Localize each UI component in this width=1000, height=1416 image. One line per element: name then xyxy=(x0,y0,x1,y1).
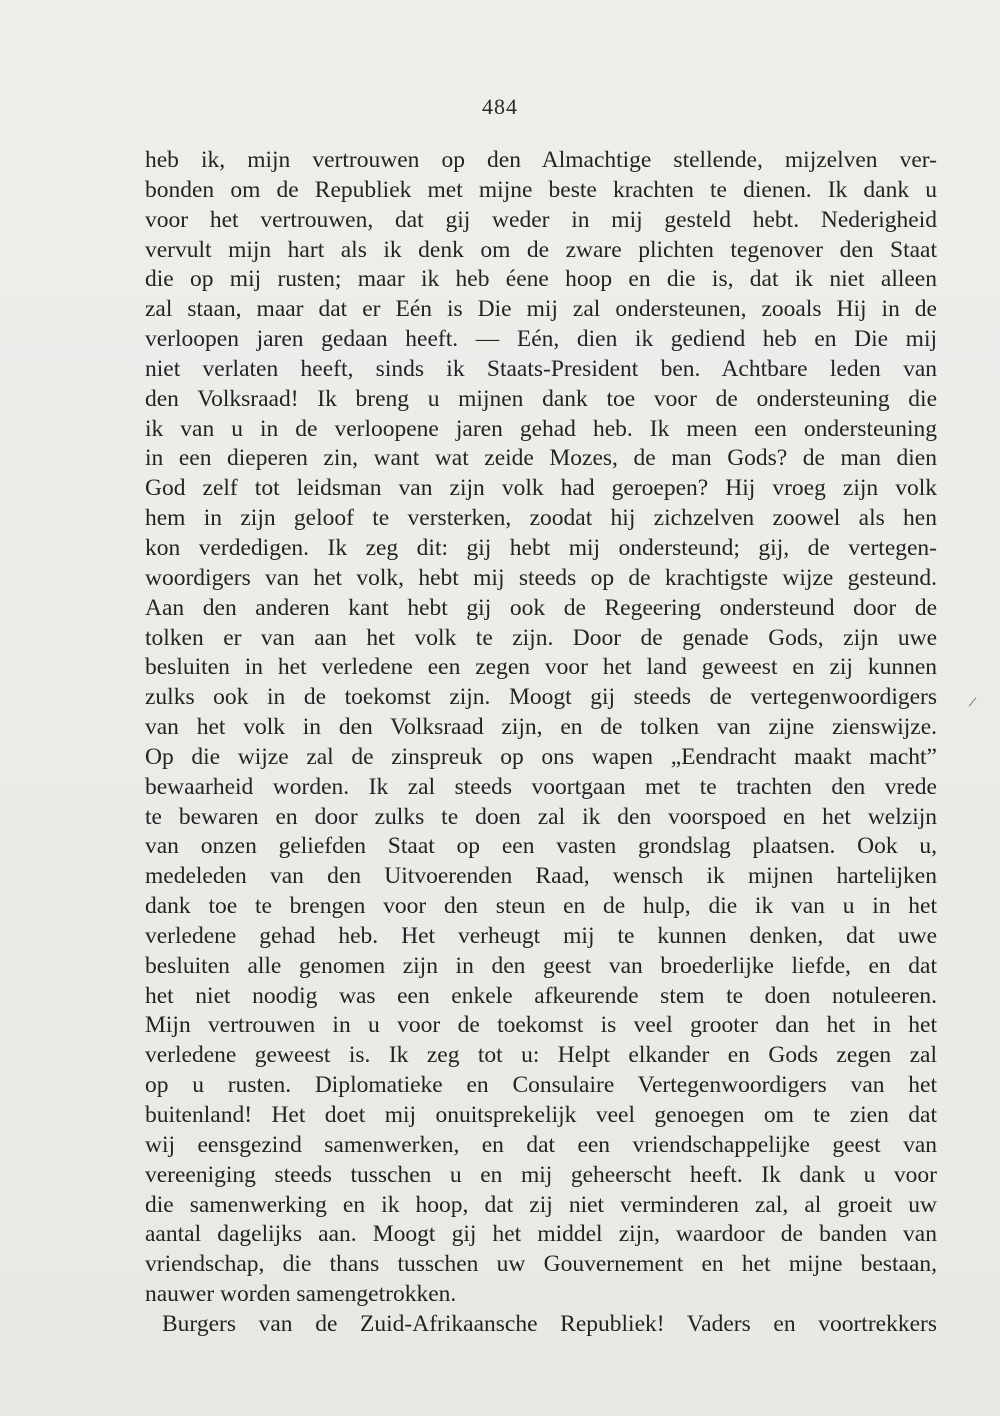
text-line: van het volk in den Volksraad zijn, en de tolken van zijne zienswijze. xyxy=(145,714,937,741)
text-line: op u rusten. Diplomatieke en Consulaire Vertegenwoordigers van het xyxy=(145,1072,937,1099)
text-line: besluiten alle genomen zijn in den geest van broederlijke liefde, en dat xyxy=(145,952,937,979)
text-line: verledene geweest is. Ik zeg tot u: Helpt elkander en Gods zegen zal xyxy=(145,1042,937,1069)
text-line: kon verdedigen. Ik zeg dit: gij hebt mij ondersteund; gij, de vertegen- xyxy=(145,534,937,561)
text-line: aantal dagelijks aan. Moogt gij het middel zijn, waardoor de banden van xyxy=(145,1221,937,1248)
text-line: medeleden van den Uitvoerenden Raad, wensch ik mijnen hartelijken xyxy=(145,863,937,890)
text-line: verledene gehad heb. Het verheugt mij te kunnen denken, dat uwe xyxy=(145,922,937,949)
text-line: vervult mijn hart als ik denk om de zware plichten tegenover den Staat xyxy=(145,236,937,263)
text-line: zulks ook in de toekomst zijn. Moogt gij steeds de vertegenwoordigers xyxy=(145,684,937,711)
text-line: van onzen geliefden Staat op een vasten grondslag plaatsen. Ook u, xyxy=(145,833,937,860)
text-line: wij eensgezind samenwerken, en dat een vriendschappelijke geest van xyxy=(145,1131,937,1158)
text-line: tolken er van aan het volk te zijn. Door de genade Gods, zijn uwe xyxy=(145,624,937,651)
text-line: hem in zijn geloof te versterken, zoodat hij zichzelven zoowel als hen xyxy=(145,505,937,532)
text-line: buitenland! Het doet mij onuitsprekelijk veel genoegen om te zien dat xyxy=(145,1102,937,1128)
text-line: woordigers van het volk, hebt mij steeds op de krachtigste wijze gesteund. xyxy=(145,564,937,591)
text-line: God zelf tot leidsman van zijn volk had geroepen? Hij vroeg zijn volk xyxy=(145,475,937,502)
text-line: heb ik, mijn vertrouwen op den Almachtige stellende, mijzelven ver- xyxy=(145,147,937,173)
text-line: Op die wijze zal de zinspreuk op ons wapen „Eendracht maakt macht” xyxy=(145,743,937,770)
text-line: voor het vertrouwen, dat gij weder in mij gesteld hebt. Nederigheid xyxy=(145,206,937,233)
text-line-paragraph-end: nauwer worden samengetrokken. xyxy=(145,1281,457,1308)
text-line: die samenwerking en ik hoop, dat zij niet verminderen zal, al groeit uw xyxy=(145,1191,937,1218)
text-line: Aan den anderen kant hebt gij ook de Regeering ondersteund door de xyxy=(145,594,937,621)
margin-pencil-mark: / xyxy=(967,693,978,712)
text-line: bewaarheid worden. Ik zal steeds voortgaan met te trachten den vrede xyxy=(145,773,937,800)
text-line: ik van u in de verloopene jaren gehad heb. Ik meen een ondersteuning xyxy=(145,415,937,442)
text-line: vriendschap, die thans tusschen uw Gouvernement en het mijne bestaan, xyxy=(145,1251,937,1278)
text-line: besluiten in het verledene een zegen voor het land geweest en zij kunnen xyxy=(145,654,937,681)
text-line-paragraph-start: Burgers van de Zuid-Afrikaansche Republiek! Vaders en voortrekkers xyxy=(162,1310,937,1337)
text-line: die op mij rusten; maar ik heb éene hoop en die is, dat ik niet alleen xyxy=(145,266,937,293)
text-line: niet verlaten heeft, sinds ik Staats-President ben. Achtbare leden van xyxy=(145,355,937,382)
text-line: bonden om de Republiek met mijne beste krachten te dienen. Ik dank u xyxy=(145,176,937,203)
text-line: dank toe te brengen voor den steun en de hulp, die ik van u in het xyxy=(145,893,937,920)
text-line: zal staan, maar dat er Eén is Die mij zal ondersteunen, zooals Hij in de xyxy=(145,296,937,323)
body-text xyxy=(145,146,937,1340)
page-number: 484 xyxy=(482,94,518,119)
text-line: Mijn vertrouwen in u voor de toekomst is veel grooter dan het in het xyxy=(145,1012,937,1039)
text-line: verloopen jaren gedaan heeft. — Eén, dien ik gediend heb en Die mij xyxy=(145,326,937,353)
text-line: in een dieperen zin, want wat zeide Mozes, de man Gods? de man dien xyxy=(145,445,937,472)
text-line: te bewaren en door zulks te doen zal ik den voorspoed en het welzijn xyxy=(145,803,937,830)
text-line: den Volksraad! Ik breng u mijnen dank toe voor de ondersteuning die xyxy=(145,385,937,412)
text-line: het niet noodig was een enkele afkeurende stem te doen notuleeren. xyxy=(145,982,937,1009)
text-line: vereeniging steeds tusschen u en mij geheerscht heeft. Ik dank u voor xyxy=(145,1161,937,1188)
